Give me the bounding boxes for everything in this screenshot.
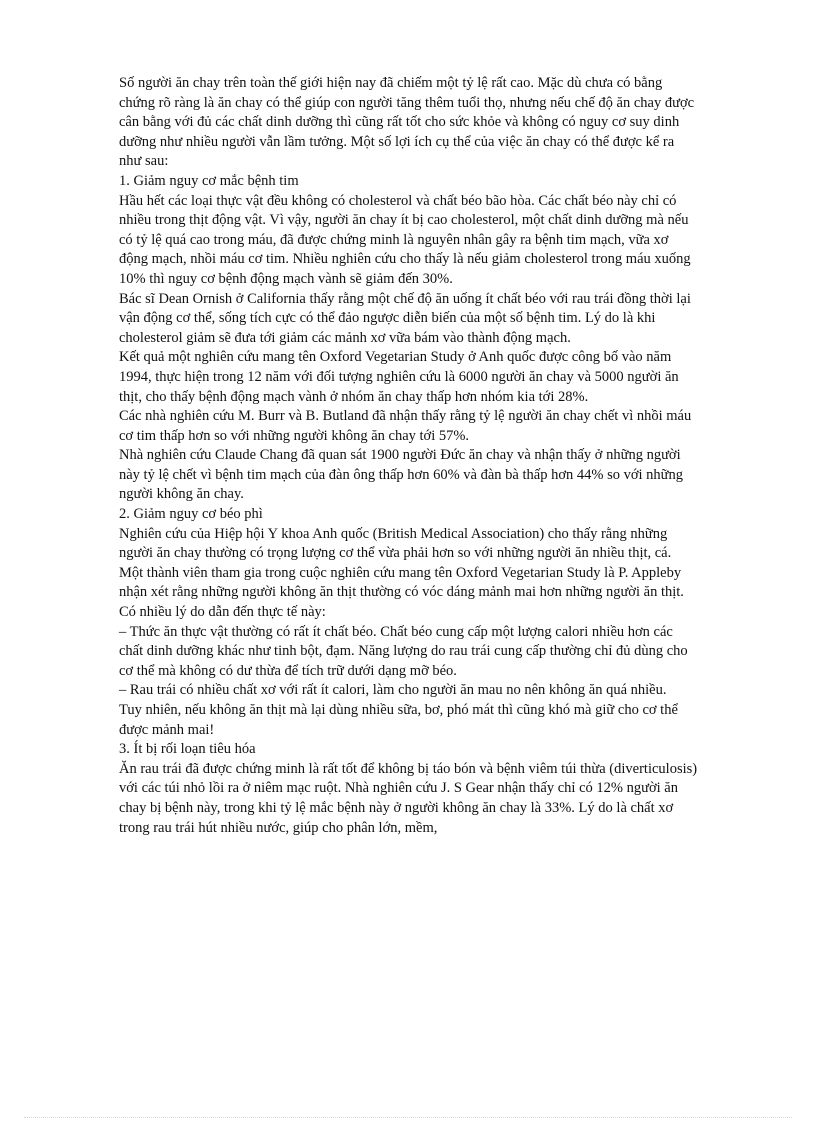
document-body [119, 74, 699, 838]
section-heading-heart-disease: 1. Giảm nguy cơ mắc bệnh tim [119, 172, 299, 189]
paragraph-cholesterol: Hầu hết các loại thực vật đều không có cholesterol và chất béo bão hòa. Các chất béo này chỉ có nhiều trong thịt động vật. Vì vậy, người ăn chay ít bị cao cholesterol, một chất dinh dưỡng mà nếu có tỷ lệ quá cao trong máu, đã được chứng minh là nguyên nhân gây ra bệnh tim mạch, vữa xơ động mạch, nhồi máu cơ tim. Nhiều nghiên cứu cho thấy là nếu giảm cholesterol trong máu xuống 10% thì nguy cơ bệnh động mạch vành sẽ giảm đến 30%. [119, 192, 691, 287]
intro-paragraph: Số người ăn chay trên toàn thế giới hiện nay đã chiếm một tỷ lệ rất cao. Mặc dù chưa có bằng chứng rõ ràng là ăn chay có thể giúp con người tăng thêm tuổi thọ, nhưng nếu chế độ ăn chay được cân bằng với đủ các chất dinh dưỡng thì cũng rất tốt cho sức khỏe và không có nguy cơ suy dinh dưỡng như nhiều người vẫn lầm tưởng. Một số lợi ích cụ thể của việc ăn chay có thể được kể ra như sau: [119, 75, 695, 170]
paragraph-reasons-intro: Có nhiều lý do dẫn đến thực tế này: [119, 604, 326, 621]
page-bottom-divider [24, 1117, 792, 1118]
paragraph-dairy-caveat: Tuy nhiên, nếu không ăn thịt mà lại dùng nhiều sữa, bơ, phó mát thì cũng khó mà giữ cho cơ thể được mảnh mai! [119, 702, 678, 738]
paragraph-dean-ornish: Bác sĩ Dean Ornish ở California thấy rằng một chế độ ăn uống ít chất béo với rau trái đồng thời lại vận động cơ thể, sống tích cực có thể đảo ngược diễn biến của một số bệnh tim. Lý do là khi cholesterol giảm sẽ đưa tới giảm các mảnh xơ vữa bám vào thành động mạch. [119, 290, 691, 346]
paragraph-burr-butland: Các nhà nghiên cứu M. Burr và B. Butland đã nhận thấy rằng tỷ lệ người ăn chay chết vì nhồi máu cơ tim thấp hơn so với những người không ăn chay tới 57%. [119, 408, 692, 444]
paragraph-oxford-study: Kết quả một nghiên cứu mang tên Oxford Vegetarian Study ở Anh quốc được công bố vào năm 1994, thực hiện trong 12 năm với đối tượng nghiên cứu là 6000 người ăn chay và 5000 người ăn thịt, cho thấy bệnh động mạch vành ở nhóm ăn chay thấp hơn nhóm kia tới 28%. [119, 349, 679, 405]
paragraph-claude-chang: Nhà nghiên cứu Claude Chang đã quan sát 1900 người Đức ăn chay và nhận thấy ở những người này tỷ lệ chết vì bệnh tim mạch của đàn ông thấp hơn 60% và đàn bà thấp hơn 44% so với những người không ăn chay. [119, 447, 684, 503]
paragraph-appleby: Một thành viên tham gia trong cuộc nghiên cứu mang tên Oxford Vegetarian Study là P. Appleby nhận xét rằng những người không ăn thịt thường có vóc dáng mảnh mai hơn những người ăn thịt. [119, 564, 684, 601]
section-heading-obesity: 2. Giảm nguy cơ béo phì [119, 506, 263, 523]
paragraph-bma-study: Nghiên cứu của Hiệp hội Y khoa Anh quốc (British Medical Association) cho thấy rằng những người ăn chay thường có trọng lượng cơ thể vừa phải hơn so với những người ăn nhiều thịt, cá. [119, 525, 672, 562]
paragraph-diverticulosis: Ăn rau trái đã được chứng minh là rất tốt để không bị táo bón và bệnh viêm túi thừa (diverticulosis) với các túi nhỏ lồi ra ở niêm mạc ruột. Nhà nghiên cứu J. S Gear nhận thấy chỉ có 12% người ăn chay bị bệnh này, trong khi tỷ lệ mắc bệnh này ở người không ăn chay là 33%. Lý do là chất xơ trong rau trái hút nhiều nước, giúp cho phân lớn, mềm, [119, 760, 698, 836]
section-heading-digestion: 3. Ít bị rối loạn tiêu hóa [119, 741, 256, 758]
bullet-fiber: – Rau trái có nhiều chất xơ với rất ít calori, làm cho người ăn mau no nên không ăn quá nhiều. [119, 682, 667, 699]
bullet-low-fat: – Thức ăn thực vật thường có rất ít chất béo. Chất béo cung cấp một lượng calori nhiều hơn các chất dinh dưỡng khác như tinh bột, đạm. Năng lượng do rau trái cung cấp thường chỉ đủ dùng cho cơ thể mà không có dư thừa để tích trữ dưới dạng mỡ béo. [119, 623, 688, 679]
